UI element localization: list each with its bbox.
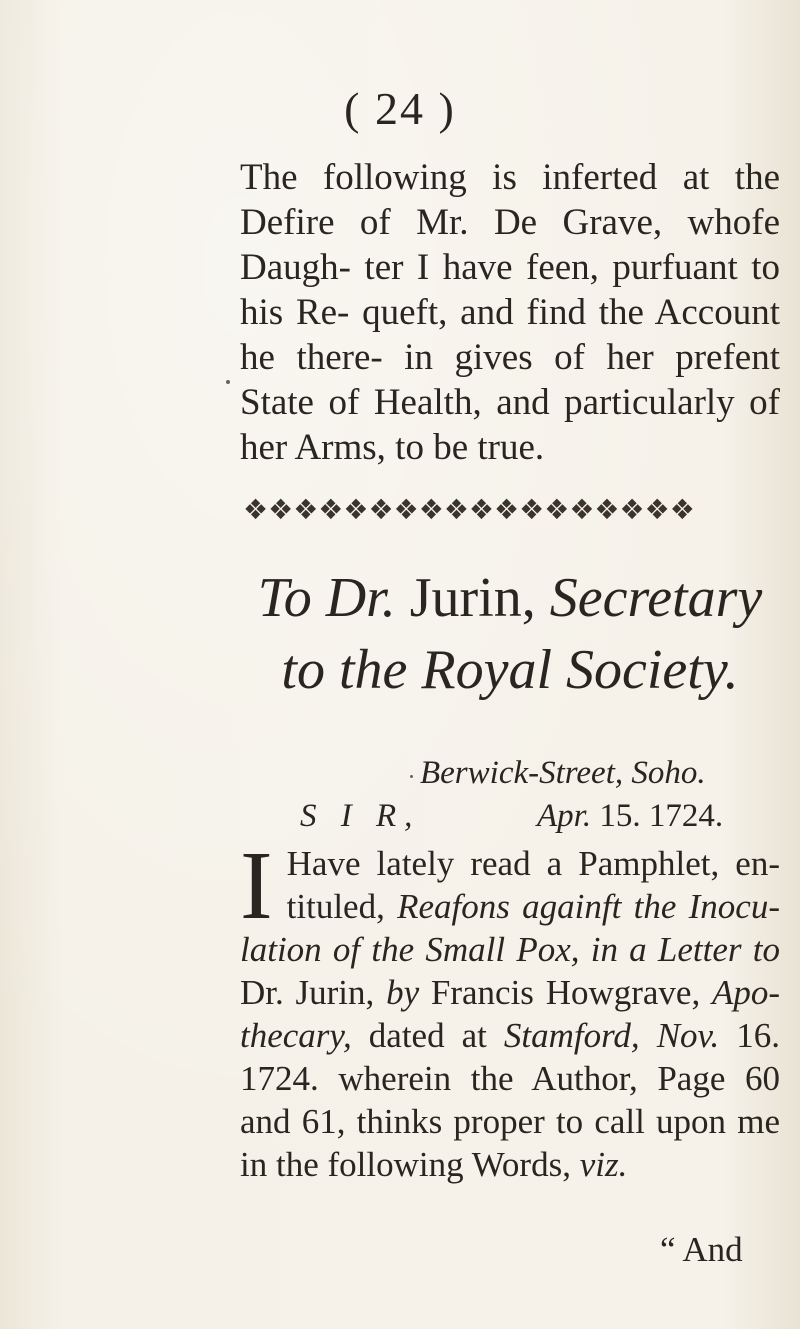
paper-speck (226, 380, 230, 384)
page-number: ( 24 ) (344, 83, 456, 134)
letter-body (240, 832, 781, 1186)
body-viz: viz. (579, 1145, 628, 1184)
heading-title: Secretary (549, 567, 763, 629)
body-place: Stamford, (503, 1016, 640, 1055)
body-apothecary: Apo- thecary, (240, 973, 781, 1055)
body-part-4: dated at (368, 1016, 487, 1055)
letter-address: Berwick-Street, Soho. (420, 755, 706, 791)
body-part-5: 16. 1724. wherein the Author, Page 60 and 61, thinks proper to call upon me in the following Words, (240, 1016, 781, 1184)
ornamental-divider: ❖❖❖❖❖❖❖❖❖❖❖❖❖❖❖❖❖❖ (243, 493, 695, 526)
date-day-year: 15. 1724. (599, 798, 724, 834)
catchword: “ And (660, 1230, 743, 1269)
intro-text: The following is inferted at the Defire of Mr. De Grave, whofe Daugh- ter I have feen, purfuant to his Re- queft, and find the Account he there- in gives of her prefent State of Health, and particularly of her Arms, to be true. (240, 157, 780, 468)
body-part-2: Dr. Jurin, (240, 973, 375, 1012)
drop-cap: I (240, 832, 273, 940)
body-month: Nov. (656, 1016, 720, 1055)
date-month: Apr. (537, 798, 592, 834)
body-part-3: Francis Howgrave, (430, 973, 701, 1012)
paper-speck (410, 775, 413, 778)
letter-date (537, 798, 723, 835)
letter-salutation: S I R, (300, 798, 421, 834)
letter-heading-line-1 (240, 566, 780, 630)
heading-name: Jurin, (409, 567, 536, 629)
intro-paragraph (240, 155, 780, 470)
pamphlet-title: Reafons againft the Inocu- lation of the Small Pox, in a Letter to (240, 887, 780, 969)
heading-to: To Dr. (257, 567, 396, 629)
letter-heading-line-2: to the Royal Society. (281, 639, 739, 701)
body-by: by (386, 973, 420, 1012)
body-part-1: Have lately read a Pamphlet, en- tituled, (286, 844, 780, 926)
